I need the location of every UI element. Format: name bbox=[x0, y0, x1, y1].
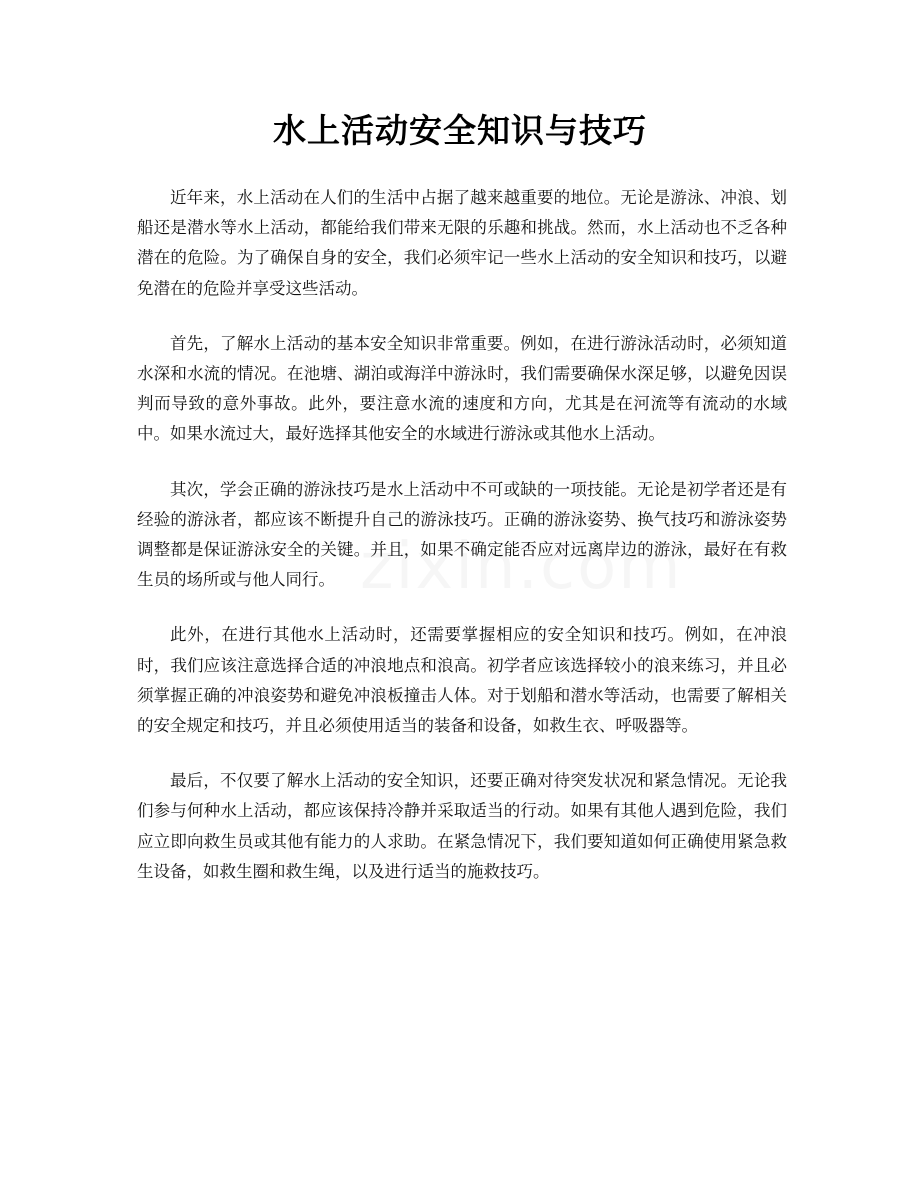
paragraph-emergencies: 最后，不仅要了解水上活动的安全知识，还要正确对待突发状况和紧急情况。无论我们参与何种水上活动，都应该保持冷静并采取适当的行动。如果有其他人遇到危险，我们应立即向救生员或其他有能力的人求助。在紧急情况下，我们要知道如何正确使用紧急救生设备，如救生圈和救生绳，以及进行适当的施救技巧。 bbox=[137, 771, 787, 881]
paragraph-basic-knowledge: 首先，了解水上活动的基本安全知识非常重要。例如，在进行游泳活动时，必须知道水深和水流的情况。在池塘、湖泊或海洋中游泳时，我们需要确保水深足够，以避免因误判而导致的意外事故。此外，要注意水流的速度和方向，尤其是在河流等有流动的水域中。如果水流过大，最好选择其他安全的水域进行游泳或其他水上活动。 bbox=[137, 333, 787, 444]
paragraph-other-activities: 此外，在进行其他水上活动时，还需要掌握相应的安全知识和技巧。例如，在冲浪时，我们应该注意选择合适的冲浪地点和浪高。初学者应该选择较小的浪来练习，并且必须掌握正确的冲浪姿势和避免冲浪板撞击人体。对于划船和潜水等活动，也需要了解相关的安全规定和技巧，并且必须使用适当的装备和设备，如救生衣、呼吸器等。 bbox=[137, 625, 787, 736]
paragraph-intro: 近年来，水上活动在人们的生活中占据了越来越重要的地位。无论是游泳、冲浪、划船还是潜水等水上活动，都能给我们带来无限的乐趣和挑战。然而，水上活动也不乏各种潜在的危险。为了确保自身的安全，我们必须牢记一些水上活动的安全知识和技巧，以避免潜在的危险并享受这些活动。 bbox=[137, 188, 787, 298]
document-title: 水上活动安全知识与技巧 bbox=[273, 111, 647, 150]
paragraph-swimming-skills: 其次，学会正确的游泳技巧是水上活动中不可或缺的一项技能。无论是初学者还是有经验的游泳者，都应该不断提升自己的游泳技巧。正确的游泳姿势、换气技巧和游泳姿势调整都是保证游泳安全的关键。并且，如果不确定能否应对远离岸边的游泳，最好在有救生员的场所或与他人同行。 bbox=[137, 479, 787, 590]
document-body bbox=[137, 183, 787, 912]
